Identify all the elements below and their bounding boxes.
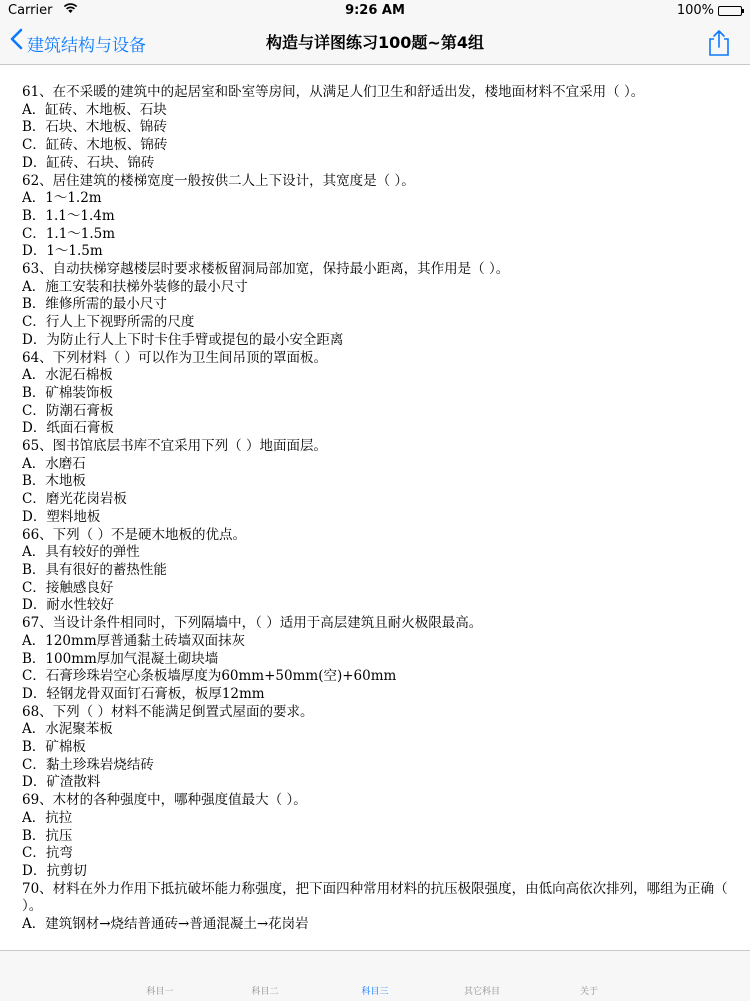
answer-option: B．矿棉装饰板 bbox=[22, 384, 113, 401]
answer-option: B．抗压 bbox=[22, 827, 73, 844]
answer-option: C．石膏珍珠岩空心条板墙厚度为60mm+50mm(空)+60mm bbox=[22, 668, 397, 685]
answer-option: D．耐水性较好 bbox=[22, 597, 114, 614]
battery-percent: 100% bbox=[676, 3, 714, 18]
chevron-left-icon bbox=[10, 28, 23, 55]
answer-option: D．缸砖、石块、锦砖 bbox=[22, 154, 155, 171]
answer-option: C．黏土珍珠岩烧结砖 bbox=[22, 756, 154, 773]
question-stem: 65、图书馆底层书库不宜采用下列（ ）地面面层。 bbox=[22, 438, 327, 455]
tab-1[interactable] bbox=[110, 951, 210, 1001]
answer-option: C．缸砖、木地板、锦砖 bbox=[22, 137, 168, 154]
question-stem: 61、在不采暖的建筑中的起居室和卧室等房间，从满足人们卫生和舒适出发，楼地面材料不宜采用（ ）。 bbox=[22, 84, 645, 100]
answer-option: B．维修所需的最小尺寸 bbox=[22, 296, 167, 313]
carrier-label: Carrier bbox=[8, 3, 53, 18]
answer-option: A．抗拉 bbox=[22, 809, 73, 826]
tab-label: 科目二 bbox=[251, 987, 279, 997]
answer-option: B．矿棉板 bbox=[22, 739, 86, 756]
answer-option: A．水磨石 bbox=[22, 455, 86, 472]
question-stem: 67、当设计条件相同时，下列隔墙中，（ ）适用于高层建筑且耐火极限最高。 bbox=[22, 615, 483, 632]
clock: 9:26 AM bbox=[345, 3, 405, 18]
answer-option: B．木地板 bbox=[22, 473, 86, 490]
tab-5[interactable] bbox=[539, 951, 639, 1001]
answer-option: A．120mm厚普通黏土砖墙双面抹灰 bbox=[22, 632, 246, 649]
tab-label: 科目一 bbox=[146, 987, 174, 997]
tab-4[interactable] bbox=[432, 951, 532, 1001]
question-stem: 66、下列（ ）不是硬木地板的优点。 bbox=[22, 526, 246, 543]
question-stem: 68、下列（ ）材料不能满足倒置式屋面的要求。 bbox=[22, 703, 314, 720]
question-stem: 69、木材的各种强度中，哪种强度值最大（ ）。 bbox=[22, 792, 307, 809]
question-stem: 64、下列材料（ ）可以作为卫生间吊顶的罩面板。 bbox=[22, 349, 327, 366]
tab-label: 关于 bbox=[579, 987, 598, 997]
tab-label: 其它科目 bbox=[463, 987, 500, 997]
question-stem: 62、居住建筑的楼梯宽度一般按供二人上下设计，其宽度是（ ）。 bbox=[22, 172, 415, 189]
answer-option: A．1～1.2m bbox=[22, 190, 102, 207]
answer-option: D．矿渣散料 bbox=[22, 774, 101, 791]
share-icon[interactable] bbox=[706, 29, 732, 57]
answer-option: D．1～1.5m bbox=[22, 243, 103, 260]
question-stem: 63、自动扶梯穿越楼层时要求楼板留洞局部加宽，保持最小距离，其作用是（ ）。 bbox=[22, 261, 510, 278]
answer-option: D．抗剪切 bbox=[22, 862, 87, 879]
answer-option: B．石块、木地板、锦砖 bbox=[22, 119, 167, 136]
battery-indicator bbox=[677, 3, 742, 18]
tab-label: 科目三 bbox=[361, 987, 389, 997]
answer-option: D．塑料地板 bbox=[22, 508, 101, 525]
answer-option: A．具有较好的弹性 bbox=[22, 544, 140, 561]
answer-option: A．建筑钢材→烧结普通砖→普通混凝土→花岗岩 bbox=[22, 916, 309, 933]
answer-option: C．接触感良好 bbox=[22, 579, 114, 596]
answer-option: B．100mm厚加气混凝土砌块墙 bbox=[22, 650, 219, 667]
status-bar bbox=[0, 0, 750, 22]
answer-option: A．水泥石棉板 bbox=[22, 367, 113, 384]
answer-option: D．纸面石膏板 bbox=[22, 420, 114, 437]
question-stem: 70、材料在外力作用下抵抗破坏能力称强度，把下面四种常用材料的抗压极限强度，由低向高依次排列，哪组为正确（ ）。 bbox=[22, 880, 728, 915]
answer-option: C．抗弯 bbox=[22, 845, 73, 862]
tab-bar bbox=[0, 950, 750, 1001]
answer-option: C．行人上下视野所需的尺度 bbox=[22, 314, 195, 331]
answer-option: C．1.1～1.5m bbox=[22, 225, 116, 242]
answer-option: B．1.1～1.4m bbox=[22, 207, 115, 224]
answer-option: C．防潮石膏板 bbox=[22, 402, 114, 419]
back-button-label: 建筑结构与设备 bbox=[27, 35, 146, 56]
back-button[interactable] bbox=[10, 22, 146, 64]
answer-option: A．缸砖、木地板、石块 bbox=[22, 101, 167, 118]
question-content[interactable] bbox=[22, 84, 734, 950]
tab-2[interactable] bbox=[215, 951, 315, 1001]
answer-option: A．水泥聚苯板 bbox=[22, 721, 113, 738]
navigation-bar bbox=[0, 22, 750, 65]
battery-icon bbox=[718, 6, 742, 16]
answer-option: C．磨光花岗岩板 bbox=[22, 491, 127, 508]
answer-option: D．为防止行人上下时卡住手臂或提包的最小安全距离 bbox=[22, 331, 344, 348]
answer-option: A．施工安装和扶梯外装修的最小尺寸 bbox=[22, 278, 248, 295]
answer-option: D．轻钢龙骨双面钉石膏板，板厚12mm bbox=[22, 685, 265, 702]
page-title: 构造与详图练习100题~第4组 bbox=[266, 33, 484, 52]
tab-3[interactable] bbox=[325, 951, 425, 1001]
answer-option: B．具有很好的蓄热性能 bbox=[22, 561, 167, 578]
